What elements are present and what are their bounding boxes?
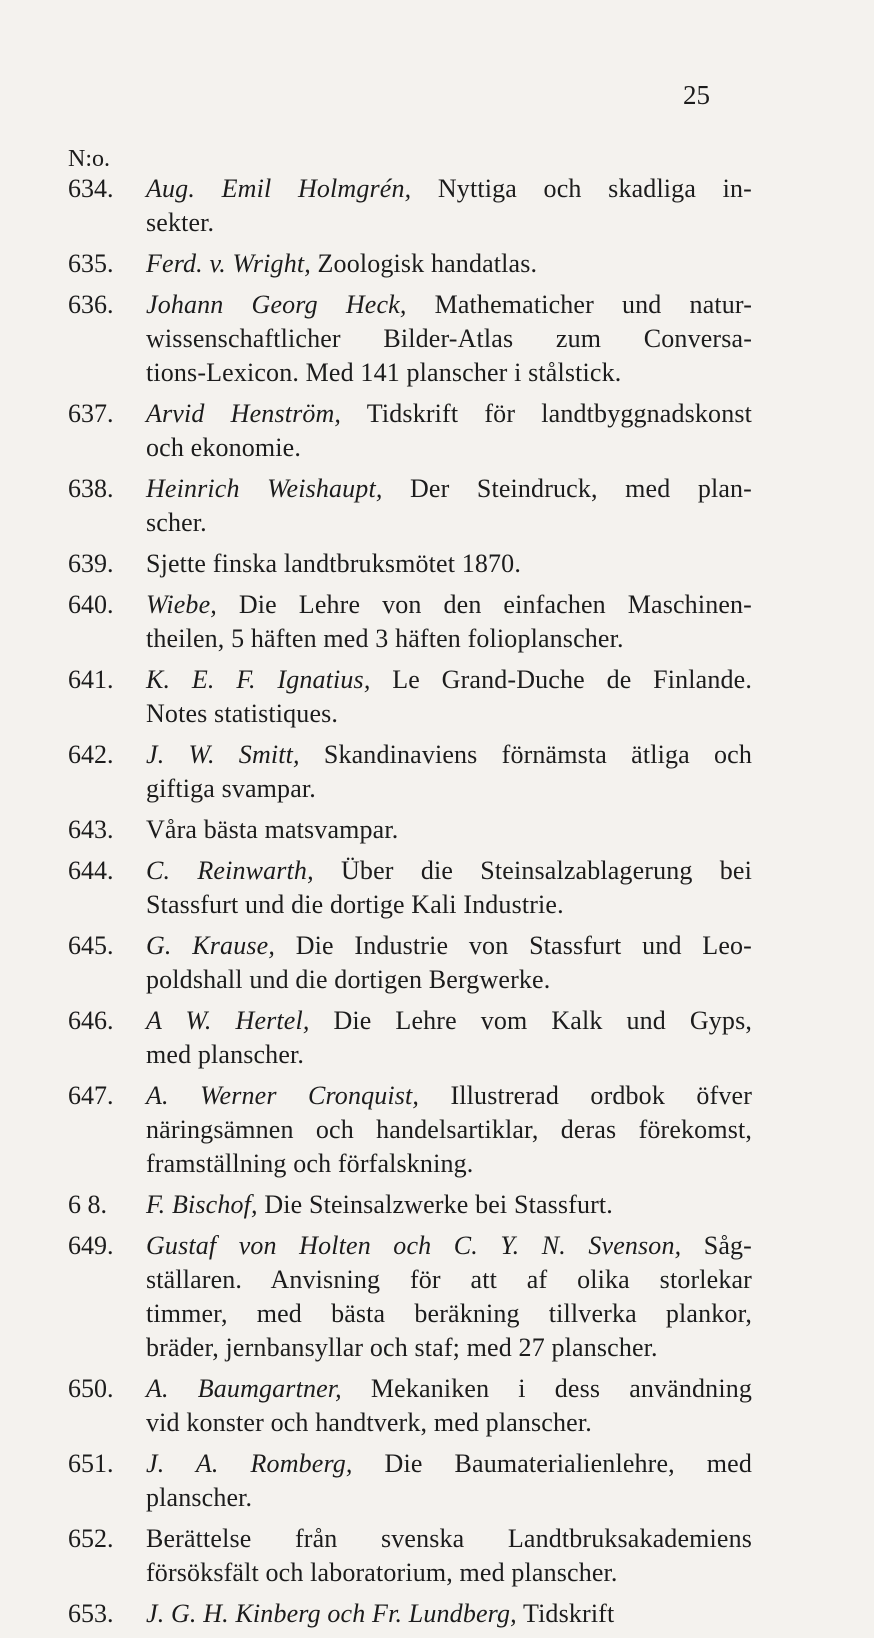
catalog-entry (0, 472, 874, 540)
entry-text (146, 172, 752, 240)
entry-text (146, 1188, 752, 1222)
catalog-entry (0, 1004, 874, 1072)
entry-text (146, 1229, 752, 1365)
entry-number: 652. (68, 1524, 114, 1553)
catalog-entry (0, 854, 874, 922)
entry-text (146, 1597, 752, 1631)
entry-line (146, 172, 752, 206)
catalog-entry (0, 247, 874, 281)
entry-title: Der Steindruck, med plan- (382, 474, 752, 503)
entry-line (146, 247, 752, 281)
catalog-entry (0, 588, 874, 656)
entry-line (146, 738, 752, 772)
catalog-entry (0, 663, 874, 731)
entry-text (146, 929, 752, 997)
entry-title: Le Grand-Duche de Finlande. (370, 665, 752, 694)
entry-title: ställaren. Anvisning för att af olika storlekar (146, 1265, 752, 1294)
catalog-entry (0, 1079, 874, 1181)
entry-number: 638. (68, 474, 114, 503)
entry-line (146, 813, 752, 847)
entry-title: tions-Lexicon. Med 141 planscher i stålstick. (146, 358, 622, 387)
entry-number: 636. (68, 290, 114, 319)
entry-line (146, 697, 752, 731)
entry-author: Aug. Emil Holmgrén, (146, 174, 412, 203)
entry-line (146, 772, 752, 806)
entry-number: 646. (68, 1006, 114, 1035)
entry-title: Stassfurt und die dortige Kali Industrie. (146, 890, 564, 919)
entry-line (146, 1263, 752, 1297)
entry-title: Berättelse från svenska Landtbruksakademiens (146, 1524, 752, 1553)
entry-text (146, 397, 752, 465)
entry-title: Skandinaviens förnämsta ätliga och (299, 740, 752, 769)
entry-text (146, 1522, 752, 1590)
entry-line (146, 663, 752, 697)
entry-line (146, 963, 752, 997)
catalog-entry (0, 738, 874, 806)
catalog-entry (0, 1188, 874, 1222)
entry-author: J. W. Smitt, (146, 740, 300, 769)
entry-author: Heinrich Weishaupt, (146, 474, 383, 503)
entry-author: J. G. H. Kinberg och Fr. Lundberg, (146, 1599, 517, 1628)
entry-author: C. Reinwarth, (146, 856, 314, 885)
catalog-entries (0, 172, 874, 1638)
entry-title: näringsämnen och handelsartiklar, deras förekomst, (146, 1115, 752, 1144)
entry-title: Über die Steinsalzablagerung bei (313, 856, 752, 885)
entry-author: A. Baumgartner, (146, 1374, 342, 1403)
entry-title: Die Steinsalzwerke bei Stassfurt. (257, 1190, 613, 1219)
entry-number: 639. (68, 549, 114, 578)
entry-number: 637. (68, 399, 114, 428)
entry-line (146, 431, 752, 465)
entry-title: theilen, 5 häften med 3 häften folioplanscher. (146, 624, 624, 653)
entry-line (146, 1229, 752, 1263)
catalog-entry (0, 1372, 874, 1440)
entry-text (146, 738, 752, 806)
entry-number: 650. (68, 1374, 114, 1403)
entry-number: 6 8. (68, 1190, 107, 1219)
entry-number: 642. (68, 740, 114, 769)
entry-text (146, 1004, 752, 1072)
entry-text (146, 663, 752, 731)
entry-title: Såg- (681, 1231, 752, 1260)
entry-title: vid konster och handtverk, med planscher. (146, 1408, 592, 1437)
entry-line (146, 1372, 752, 1406)
entry-line (146, 1113, 752, 1147)
entry-title: Die Lehre von den einfachen Maschinen- (216, 590, 752, 619)
entry-line (146, 888, 752, 922)
catalog-entry (0, 172, 874, 240)
entry-line (146, 397, 752, 431)
entry-line (146, 547, 752, 581)
entry-title: Die Lehre vom Kalk und Gyps, (309, 1006, 753, 1035)
entry-title: Sjette finska landtbruksmötet 1870. (146, 549, 521, 578)
column-header: N:o. (68, 146, 110, 172)
entry-line (146, 322, 752, 356)
entry-number: 645. (68, 931, 114, 960)
entry-title: Tidskrift för landtbyggnadskonst (341, 399, 752, 428)
page-number: 25 (683, 80, 710, 110)
entry-text (146, 288, 752, 390)
entry-title: Zoologisk handatlas. (310, 249, 538, 278)
catalog-entry (0, 547, 874, 581)
entry-title: giftiga svampar. (146, 774, 316, 803)
entry-line (146, 854, 752, 888)
entry-title: planscher. (146, 1483, 253, 1512)
entry-line (146, 1079, 752, 1113)
catalog-entry (0, 397, 874, 465)
entry-line (146, 1406, 752, 1440)
entry-line (146, 1004, 752, 1038)
catalog-entry (0, 1522, 874, 1590)
entry-line (146, 1188, 752, 1222)
entry-text (146, 472, 752, 540)
entry-author: Arvid Henström, (146, 399, 342, 428)
entry-line (146, 472, 752, 506)
entry-number: 647. (68, 1081, 114, 1110)
entry-author: G. Krause, (146, 931, 275, 960)
entry-text (146, 1447, 752, 1515)
entry-text (146, 1079, 752, 1181)
entry-author: J. A. Romberg, (146, 1449, 353, 1478)
entry-title: wissenschaftlicher Bilder-Atlas zum Conversa- (146, 324, 752, 353)
entry-author: Gustaf von Holten och C. Y. N. Svenson, (146, 1231, 682, 1260)
entry-title: med planscher. (146, 1040, 305, 1069)
entry-author: F. Bischof, (146, 1190, 258, 1219)
catalog-entry (0, 1597, 874, 1631)
entry-title: poldshall und die dortigen Bergwerke. (146, 965, 551, 994)
entry-title: Die Industrie von Stassfurt und Leo- (274, 931, 752, 960)
entry-line (146, 1447, 752, 1481)
entry-number: 651. (68, 1449, 114, 1478)
entry-number: 641. (68, 665, 114, 694)
entry-number: 653. (68, 1599, 114, 1628)
entry-title: Våra bästa matsvampar. (146, 815, 399, 844)
entry-line (146, 1331, 752, 1365)
entry-line (146, 1147, 752, 1181)
entry-text (146, 247, 752, 281)
entry-author: Wiebe, (146, 590, 217, 619)
entry-text (146, 1372, 752, 1440)
catalog-entry (0, 1229, 874, 1365)
entry-author: K. E. F. Ignatius, (146, 665, 371, 694)
entry-line (146, 1556, 752, 1590)
entry-line (146, 506, 752, 540)
entry-line (146, 1038, 752, 1072)
entry-line (146, 1522, 752, 1556)
entry-title: Die Baumaterialienlehre, med (352, 1449, 753, 1478)
entry-text (146, 588, 752, 656)
entry-title: Notes statistiques. (146, 699, 339, 728)
entry-title: framställning och förfalskning. (146, 1149, 474, 1178)
catalog-entry (0, 288, 874, 390)
entry-text (146, 854, 752, 922)
entry-author: A. Werner Cronquist, (146, 1081, 420, 1110)
entry-line (146, 206, 752, 240)
entry-line (146, 1297, 752, 1331)
entry-line (146, 1481, 752, 1515)
entry-line (146, 356, 752, 390)
entry-title: Nyttiga och skadliga in- (411, 174, 752, 203)
entry-title: försöksfält och laboratorium, med planscher. (146, 1558, 618, 1587)
catalog-entry (0, 929, 874, 997)
entry-author: Johann Georg Heck, (146, 290, 407, 319)
catalog-entry (0, 1447, 874, 1515)
entry-title: Tidskrift (516, 1599, 615, 1628)
entry-number: 649. (68, 1231, 114, 1260)
entry-line (146, 588, 752, 622)
entry-title: timmer, med bästa beräkning tillverka plankor, (146, 1299, 752, 1328)
entry-title: scher. (146, 508, 207, 537)
entry-text (146, 547, 752, 581)
entry-text (146, 813, 752, 847)
entry-author: A W. Hertel, (146, 1006, 310, 1035)
entry-number: 634. (68, 174, 114, 203)
entry-title: och ekonomie. (146, 433, 302, 462)
entry-line (146, 929, 752, 963)
entry-number: 635. (68, 249, 114, 278)
entry-title: bräder, jernbansyllar och staf; med 27 planscher. (146, 1333, 658, 1362)
entry-title: Illustrerad ordbok öfver (419, 1081, 753, 1110)
entry-line (146, 288, 752, 322)
entry-line (146, 1597, 752, 1631)
entry-line (146, 622, 752, 656)
entry-number: 640. (68, 590, 114, 619)
entry-author: Ferd. v. Wright, (146, 249, 311, 278)
entry-number: 644. (68, 856, 114, 885)
entry-title: sekter. (146, 208, 215, 237)
entry-title: Mathematicher und natur- (406, 290, 753, 319)
entry-title: Mekaniken i dess användning (341, 1374, 752, 1403)
entry-number: 643. (68, 815, 114, 844)
catalog-entry (0, 813, 874, 847)
